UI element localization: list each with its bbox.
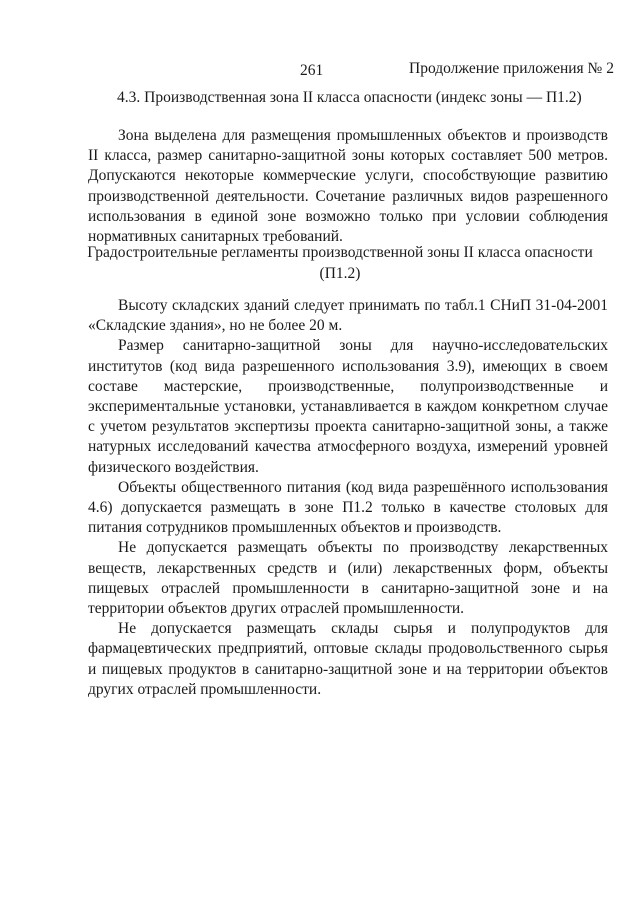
paragraph-sanitary-zone-size: Размер санитарно-защитной зоны для научно-исследовательских институтов (код вида разрешенного использования 3.9), имеющих в своем составе мастерские, производственные, полупроизводственные и экспериментальные установки, устанавливается в каждом конкретном случае с учетом результатов экспертизы проекта санитарно-защитной зоны, а также натурных исследований качества атмосферного воздуха, измерений уровней физического воздействия. <box>88 337 608 476</box>
continuation-label: Продолжение приложения № 2 <box>409 60 614 77</box>
paragraph-pharma-warehouses: Не допускается размещать склады сырья и полупродуктов для фармацевтических предприятий, оптовые склады продовольственного сырья и пищевых продуктов в санитарно-защитной зоне и на территории объектов других отраслей промышленности. <box>88 620 608 698</box>
intro-text: Зона выделена для размещения промышленных объектов и производств II класса, размер санитарно-защитной зоны которых составляет 500 метров. Допускаются некоторые коммерческие услуги, способствующие развитию производственной деятельности. Сочетание различных видов разрешенного использования в единой зоне возможно только при условии соблюдения нормативных санитарных требований. <box>88 127 608 246</box>
paragraph-pharma-objects: Не допускается размещать объекты по производству лекарственных веществ, лекарственных средств и (или) лекарственных форм, объекты пищевых отраслей промышленности в санитарно-защитной зоне и на территории объектов других отраслей промышленности. <box>88 539 608 618</box>
paragraph-warehouse-height: Высоту складских зданий следует принимать по табл.1 СНиП 31-04-2001 «Складские здания», но не более 20 м. <box>88 297 608 335</box>
section-title: 4.3. Производственная зона II класса опасности (индекс зоны — П1.2) <box>117 89 582 106</box>
page-number: 261 <box>300 62 324 79</box>
regulations-title-line2: (П1.2) <box>319 265 361 282</box>
intro-paragraph <box>88 126 608 247</box>
regulations-title-line1: Градостроительные регламенты производственной зоны II класса опасности <box>87 244 593 261</box>
regulations-body <box>88 296 608 700</box>
regulations-title <box>70 242 610 284</box>
paragraph-catering: Объекты общественного питания (код вида разрешённого использования 4.6) допускается размещать в зоне П1.2 только в качестве столовых для питания сотрудников промышленных объектов и производств. <box>88 478 608 537</box>
